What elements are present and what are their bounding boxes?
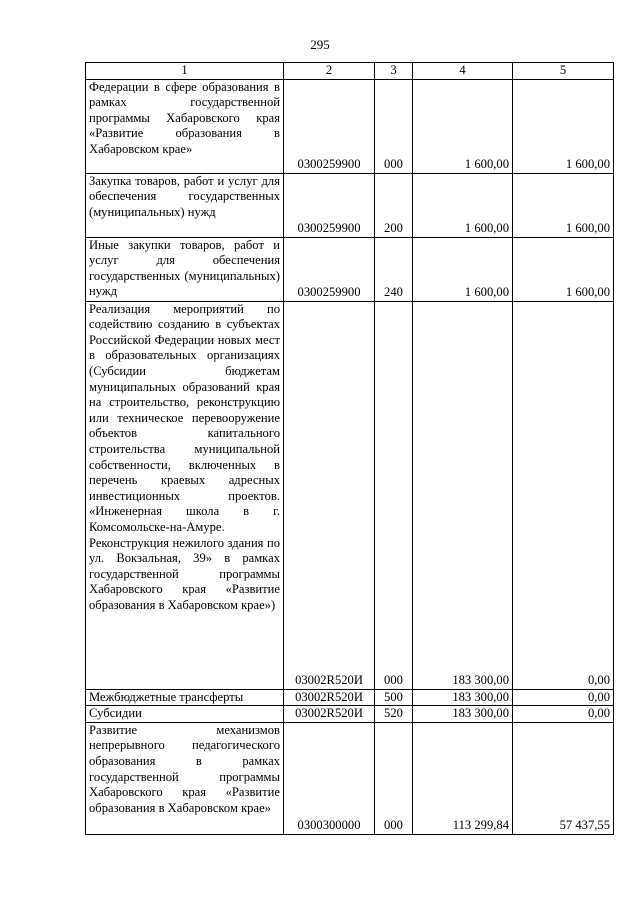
row-sum-year-2: 0,00 [513,301,614,689]
row-code: 0300259900 [284,173,375,237]
column-header-5: 5 [513,63,614,80]
row-name: Развитие механизмов непрерывного педагогического образования в рамках государственной программы Хабаровского края «Развитие образования в Хабаровском крае» [86,722,284,834]
row-sum-year-1: 183 300,00 [413,301,513,689]
column-header-2: 2 [284,63,375,80]
row-code: 03002R520И [284,301,375,689]
row-sum-year-1: 183 300,00 [413,706,513,723]
row-code: 03002R520И [284,689,375,706]
row-expense-type: 000 [375,301,413,689]
table-row [86,173,614,237]
row-name: Реализация мероприятий по содействию созданию в субъектах Российской Федерации новых мест в образовательных организациях (Субсидии бюджетам муниципальных образований края на строительство, реконструкцию или техническое перевооружение объектов капитального строительства муниципальной собственности, включенных в перечень краевых адресных инвестиционных проектов. «Инженерная школа в г. Комсомольске-на-Амуре. Реконструкция нежилого здания по ул. Вокзальная, 39» в рамках государственной программы Хабаровского края «Развитие образования в Хабаровском крае») [86,301,284,689]
table-row [86,237,614,301]
row-sum-year-1: 183 300,00 [413,689,513,706]
row-expense-type: 240 [375,237,413,301]
budget-table [85,62,614,835]
row-name: Межбюджетные трансферты [86,689,284,706]
row-code: 0300259900 [284,237,375,301]
row-code: 0300259900 [284,79,375,173]
table-row [86,722,614,834]
row-code: 0300300000 [284,722,375,834]
table-row [86,689,614,706]
column-header-3: 3 [375,63,413,80]
row-sum-year-2: 0,00 [513,706,614,723]
row-sum-year-2: 1 600,00 [513,79,614,173]
column-header-1: 1 [86,63,284,80]
row-expense-type: 000 [375,79,413,173]
row-name: Иные закупки товаров, работ и услуг для обеспечения государственных (муниципальных) нужд [86,237,284,301]
row-sum-year-2: 1 600,00 [513,237,614,301]
row-expense-type: 500 [375,689,413,706]
table-row [86,79,614,173]
row-sum-year-2: 0,00 [513,689,614,706]
row-name: Субсидии [86,706,284,723]
row-sum-year-2: 57 437,55 [513,722,614,834]
row-sum-year-1: 1 600,00 [413,79,513,173]
column-header-4: 4 [413,63,513,80]
row-sum-year-2: 1 600,00 [513,173,614,237]
row-sum-year-1: 113 299,84 [413,722,513,834]
row-code: 03002R520И [284,706,375,723]
row-expense-type: 200 [375,173,413,237]
page-number: 295 [310,37,330,52]
row-sum-year-1: 1 600,00 [413,237,513,301]
row-name: Федерации в сфере образования в рамках государственной программы Хабаровского края «Развитие образования в Хабаровском крае» [86,79,284,173]
row-name: Закупка товаров, работ и услуг для обеспечения государственных (муниципальных) нужд [86,173,284,237]
table-row [86,301,614,689]
row-expense-type: 000 [375,722,413,834]
header-row [86,63,614,80]
table-row [86,706,614,723]
row-sum-year-1: 1 600,00 [413,173,513,237]
row-expense-type: 520 [375,706,413,723]
